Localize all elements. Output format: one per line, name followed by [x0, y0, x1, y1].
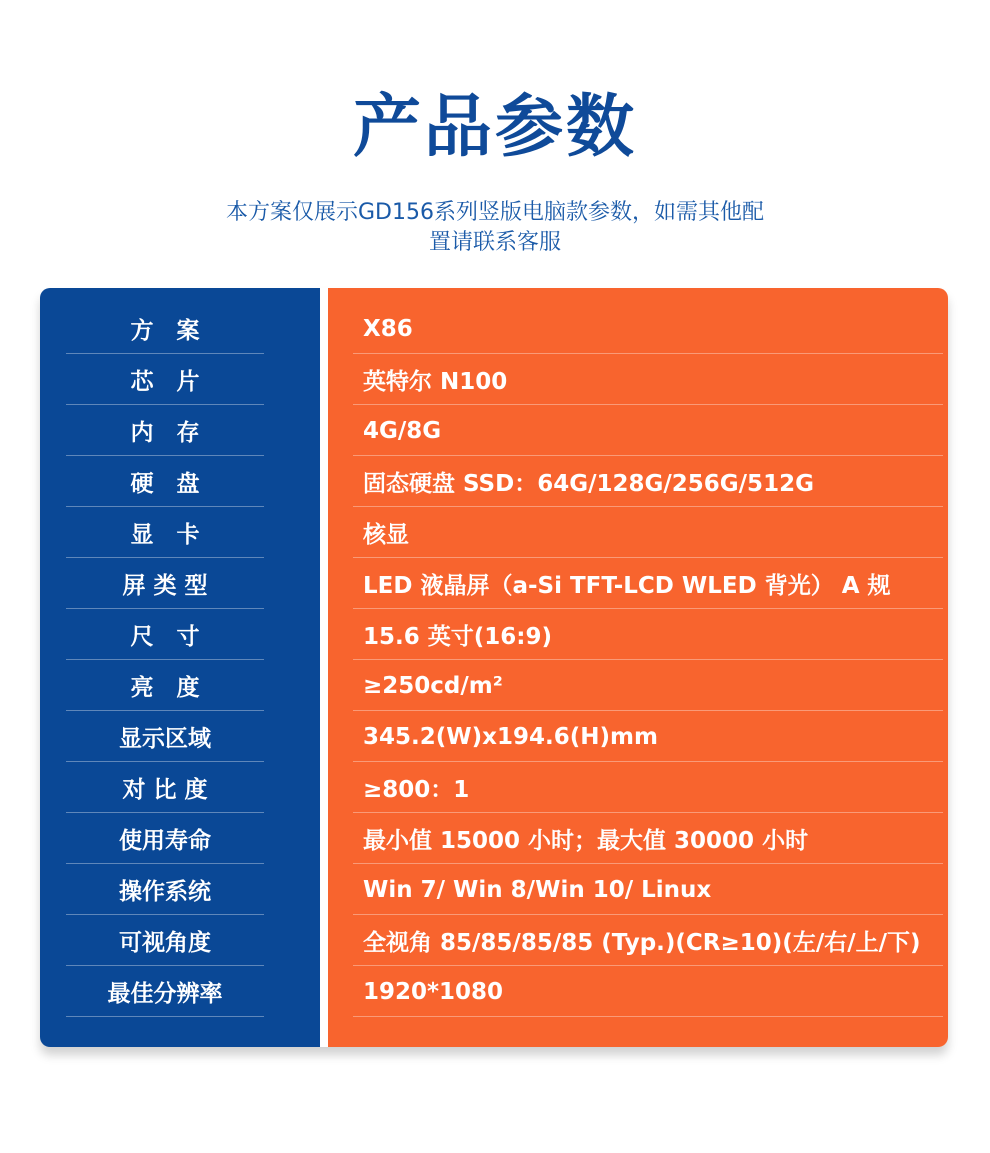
- spec-value-os: Win 7/ Win 8/Win 10/ Linux: [353, 865, 943, 915]
- spec-label-disk: 硬 盘: [66, 457, 264, 507]
- spec-value-scheme: X86: [353, 304, 943, 354]
- spec-label-os: 操作系统: [66, 865, 264, 915]
- column-divider: [320, 288, 328, 1047]
- spec-value-memory: 4G/8G: [353, 406, 943, 456]
- spec-value-chip: 英特尔 N100: [353, 355, 943, 405]
- spec-table: [40, 288, 948, 1047]
- spec-label-display-area: 显示区域: [66, 712, 264, 762]
- spec-label-lifespan: 使用寿命: [66, 814, 264, 864]
- spec-value-disk: 固态硬盘 SSD：64G/128G/256G/512G: [353, 457, 943, 507]
- spec-value-graphics: 核显: [353, 508, 943, 558]
- spec-label-contrast: 对 比 度: [66, 763, 264, 813]
- spec-value-screen-type: LED 液晶屏（a-Si TFT-LCD WLED 背光） A 规: [353, 559, 943, 609]
- subtitle-line-2: 置请联系客服: [428, 230, 561, 255]
- spec-label-column: [40, 288, 320, 1047]
- spec-label-screen-type: 屏 类 型: [66, 559, 264, 609]
- spec-value-lifespan: 最小值 15000 小时；最大值 30000 小时: [353, 814, 943, 864]
- spec-label-viewing-angle: 可视角度: [66, 916, 264, 966]
- spec-value-brightness: ≥250cd/m²: [353, 661, 943, 711]
- spec-value-column: [328, 288, 948, 1047]
- spec-label-scheme: 方 案: [66, 304, 264, 354]
- spec-label-memory: 内 存: [66, 406, 264, 456]
- spec-label-brightness: 亮 度: [66, 661, 264, 711]
- page-title: 产品参数: [352, 88, 637, 167]
- spec-label-chip: 芯 片: [66, 355, 264, 405]
- spec-value-display-area: 345.2(W)x194.6(H)mm: [353, 712, 943, 762]
- page-subtitle: [175, 198, 815, 258]
- spec-value-contrast: ≥800：1: [353, 763, 943, 813]
- spec-label-graphics: 显 卡: [66, 508, 264, 558]
- spec-label-size: 尺 寸: [66, 610, 264, 660]
- subtitle-line-1: 本方案仅展示GD156系列竖版电脑款参数，如需其他配: [226, 200, 764, 225]
- spec-value-size: 15.6 英寸(16:9): [353, 610, 943, 660]
- spec-label-resolution: 最佳分辨率: [66, 967, 264, 1017]
- spec-value-resolution: 1920*1080: [353, 967, 943, 1017]
- spec-value-viewing-angle: 全视角 85/85/85/85 (Typ.)(CR≥10)(左/右/上/下): [353, 916, 943, 966]
